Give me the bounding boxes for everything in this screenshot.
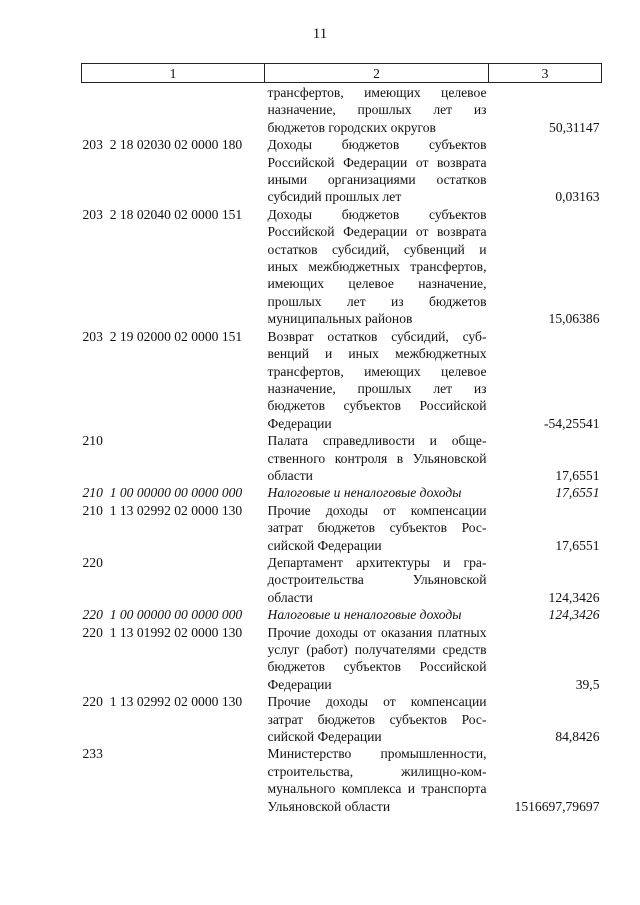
table-row [82, 136, 602, 206]
table-row [82, 624, 602, 694]
table-row [82, 206, 602, 328]
column-header-code: 1 [82, 64, 265, 83]
row-code-cell: 203 2 19 02000 02 0000 151 [82, 328, 243, 344]
row-name-cell: Возврат остатков субсидий, субвенций и иных межбюджетных трансфертов, имеющих целевое назначение, прошлых лет из бюджетов субъектов Российской Федерации [267, 328, 487, 431]
row-name-cell: трансфертов, имеющих целевое назначение, прошлых лет из бюджетов городских округов [267, 85, 487, 135]
row-amount-cell: 1516697,79697 [514, 798, 600, 814]
column-header-name: 2 [265, 64, 489, 83]
row-code-cell: 203 2 18 02030 02 0000 180 [82, 137, 243, 153]
row-code-cell: 233 [82, 746, 103, 762]
row-amount-cell: 50,31147 [549, 119, 600, 135]
row-code-cell: 210 1 13 02992 02 0000 130 [82, 502, 243, 518]
table-header-row [82, 64, 602, 83]
table-row [82, 83, 602, 137]
table-row [82, 328, 602, 432]
row-name-cell: Доходы бюджетов субъектов Российской Федерации от возврата остатков субсидий, субвенций и иных межбюджетных трансфертов, имеющих целевое назначение, прошлых лет из бюджетов муниципальных районов [267, 206, 487, 327]
row-name-cell: Палата справедливости и общественного контроля в Ульяновской области [267, 433, 487, 483]
column-header-amount: 3 [489, 64, 602, 83]
row-name-cell: Прочие доходы от компенсации затрат бюджетов субъектов Российской Федерации [267, 502, 487, 553]
table-row [82, 502, 602, 554]
table-row [82, 693, 602, 745]
row-name-cell: Департамент архитектуры и градостроительства Ульяновской области [267, 554, 487, 605]
table-row [82, 745, 602, 815]
row-amount-cell: 84,8426 [555, 729, 600, 745]
page-number: 11 [312, 26, 328, 42]
row-code-cell: 203 2 18 02040 02 0000 151 [82, 206, 243, 222]
row-name-cell: Министерство промышленности, строительства, жилищно-коммунального комплекса и транспорта Ульяновской области [267, 746, 487, 814]
row-name-cell: Налоговые и неналоговые доходы [267, 485, 462, 501]
table-row [82, 432, 602, 484]
row-code-cell [82, 83, 265, 137]
row-name-cell: Налоговые и неналоговые доходы [267, 607, 462, 623]
row-code-cell: 220 1 13 01992 02 0000 130 [82, 624, 243, 640]
row-amount-cell: 17,6551 [555, 537, 600, 553]
row-code-cell: 210 [82, 433, 103, 449]
row-amount-cell: 15,06386 [548, 311, 600, 327]
row-code-cell: 220 1 13 02992 02 0000 130 [82, 694, 243, 710]
row-code-cell: 210 1 00 00000 00 0000 000 [82, 485, 243, 501]
budget-revenue-table [81, 63, 602, 815]
row-amount-cell: 17,6551 [555, 485, 600, 501]
row-amount-cell: -54,25541 [543, 415, 600, 431]
table-row [82, 554, 602, 606]
row-amount-cell: 39,5 [575, 676, 600, 692]
row-code-cell: 220 [82, 554, 103, 570]
row-amount-cell: 17,6551 [555, 467, 600, 483]
row-amount-cell: 124,3426 [548, 607, 600, 623]
row-amount-cell: 124,3426 [548, 589, 600, 605]
row-name-cell: Прочие доходы от оказания платных услуг (работ) получателями средств бюджетов субъектов Российской Федерации [267, 624, 487, 692]
row-code-cell: 220 1 00 00000 00 0000 000 [82, 607, 243, 623]
row-name-cell: Доходы бюджетов субъектов Российской Федерации от возврата иными организациями остатков субсидий прошлых лет [267, 137, 487, 205]
row-amount-cell: 0,03163 [555, 189, 600, 205]
table-row [82, 606, 602, 623]
row-name-cell: Прочие доходы от компенсации затрат бюджетов субъектов Российской Федерации [267, 694, 487, 745]
table-row [82, 484, 602, 501]
